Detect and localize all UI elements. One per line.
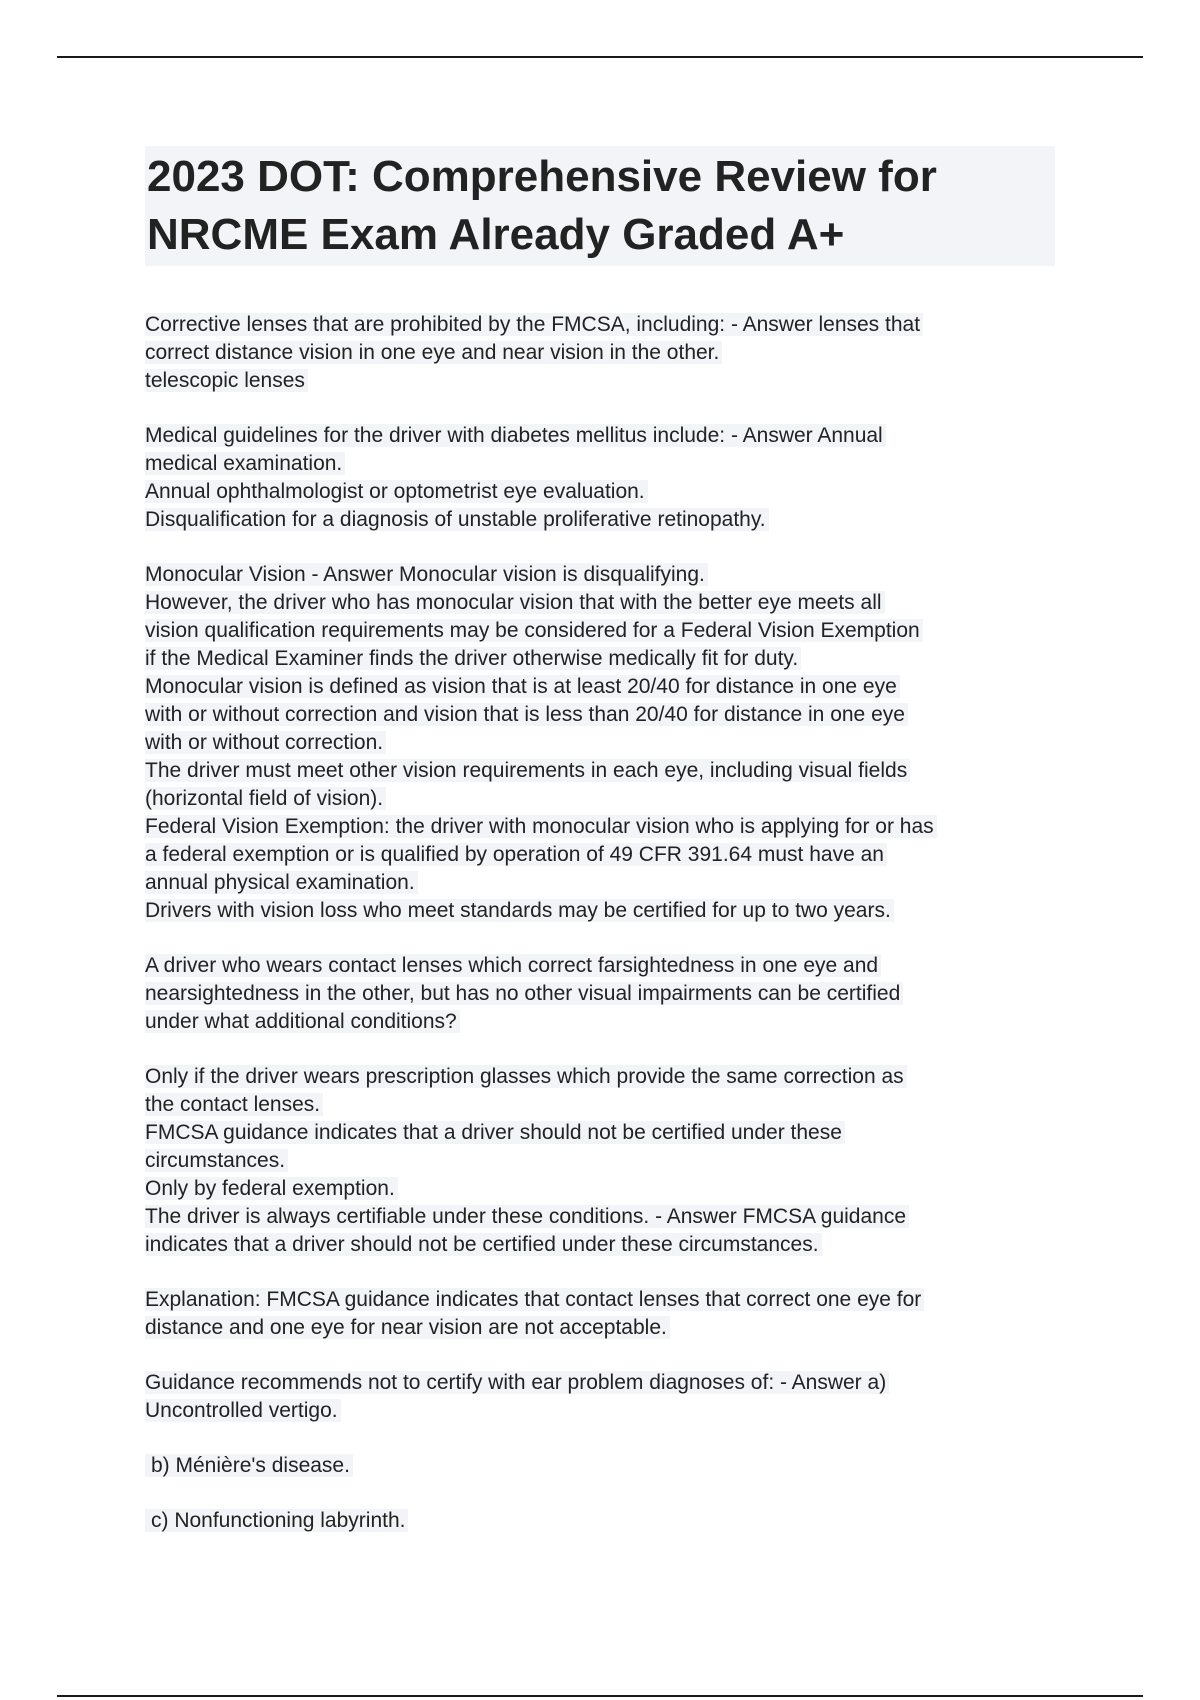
text-line-content: with or without correction. <box>145 731 386 754</box>
text-line <box>145 450 1065 478</box>
text-line <box>145 673 1065 701</box>
qa-paragraph <box>145 1452 1065 1480</box>
text-line-content: Medical guidelines for the driver with diabetes mellitus include: - Answer Annual <box>145 424 886 447</box>
text-line <box>145 1203 1065 1231</box>
text-line <box>145 869 1065 897</box>
text-line <box>145 952 1065 980</box>
text-line-content: telescopic lenses <box>145 369 308 392</box>
text-line-content: circumstances. <box>145 1149 288 1172</box>
qa-paragraph <box>145 1369 1065 1425</box>
text-line-content: Monocular Vision - Answer Monocular vision is disqualifying. <box>145 563 708 586</box>
text-line <box>145 701 1065 729</box>
text-line <box>145 785 1065 813</box>
text-line-content: Monocular vision is defined as vision that is at least 20/40 for distance in one eye <box>145 675 900 698</box>
top-rule <box>57 56 1143 58</box>
text-line-content: Only by federal exemption. <box>145 1177 398 1200</box>
text-line-content: Explanation: FMCSA guidance indicates that contact lenses that correct one eye for <box>145 1288 924 1311</box>
title-line: 2023 DOT: Comprehensive Review for <box>147 152 937 201</box>
text-line <box>145 1507 1065 1535</box>
text-line-content: if the Medical Examiner finds the driver otherwise medically fit for duty. <box>145 647 801 670</box>
text-line <box>145 1119 1065 1147</box>
text-line <box>145 729 1065 757</box>
qa-paragraph <box>145 422 1065 534</box>
text-line-content: Annual ophthalmologist or optometrist eye evaluation. <box>145 480 648 503</box>
text-line <box>145 478 1065 506</box>
text-line <box>145 1091 1065 1119</box>
text-line <box>145 1314 1065 1342</box>
text-line-content: A driver who wears contact lenses which correct farsightedness in one eye and <box>145 954 881 977</box>
text-line <box>145 757 1065 785</box>
text-line-content: Guidance recommends not to certify with ear problem diagnoses of: - Answer a) <box>145 1371 889 1394</box>
text-line <box>145 1231 1065 1259</box>
text-line-content: Federal Vision Exemption: the driver with monocular vision who is applying for or has <box>145 815 937 838</box>
qa-paragraph <box>145 561 1065 925</box>
text-line <box>145 506 1065 534</box>
document-body <box>145 311 1065 1562</box>
text-line <box>145 339 1065 367</box>
text-line <box>145 813 1065 841</box>
text-line-content: Only if the driver wears prescription glasses which provide the same correction as <box>145 1065 907 1088</box>
title-line: NRCME Exam Already Graded A+ <box>147 210 845 259</box>
text-line-content: Disqualification for a diagnosis of unstable proliferative retinopathy. <box>145 508 769 531</box>
text-line <box>145 1063 1065 1091</box>
text-line-content: However, the driver who has monocular vision that with the better eye meets all <box>145 591 885 614</box>
text-line-content: distance and one eye for near vision are not acceptable. <box>145 1316 670 1339</box>
text-line-content: medical examination. <box>145 452 345 475</box>
text-line <box>145 1008 1065 1036</box>
text-line <box>145 422 1065 450</box>
text-line-content: the contact lenses. <box>145 1093 323 1116</box>
text-line <box>145 367 1065 395</box>
text-line-content: Drivers with vision loss who meet standards may be certified for up to two years. <box>145 899 894 922</box>
text-line-content: nearsightedness in the other, but has no other visual impairments can be certified <box>145 982 903 1005</box>
text-line <box>145 645 1065 673</box>
text-line-content: Uncontrolled vertigo. <box>145 1399 341 1422</box>
text-line <box>145 1397 1065 1425</box>
text-line-content: under what additional conditions? <box>145 1010 460 1033</box>
qa-paragraph <box>145 1063 1065 1259</box>
text-line <box>145 589 1065 617</box>
text-line <box>145 1452 1065 1480</box>
text-line <box>145 1286 1065 1314</box>
text-line-content: annual physical examination. <box>145 871 418 894</box>
text-line-content: vision qualification requirements may be considered for a Federal Vision Exemption <box>145 619 923 642</box>
text-line-content: (horizontal field of vision). <box>145 787 386 810</box>
qa-paragraph <box>145 311 1065 395</box>
qa-paragraph <box>145 952 1065 1036</box>
text-line-content: b) Ménière's disease. <box>145 1454 353 1477</box>
text-line <box>145 1147 1065 1175</box>
text-line-content: The driver is always certifiable under these conditions. - Answer FMCSA guidance <box>145 1205 909 1228</box>
text-line-content: Corrective lenses that are prohibited by the FMCSA, including: - Answer lenses that <box>145 313 923 336</box>
bottom-rule <box>57 1695 1143 1697</box>
text-line-content: correct distance vision in one eye and near vision in the other. <box>145 341 722 364</box>
text-line <box>145 311 1065 339</box>
text-line <box>145 1369 1065 1397</box>
document-title <box>147 148 1051 264</box>
text-line-content: c) Nonfunctioning labyrinth. <box>145 1509 408 1532</box>
text-line-content: The driver must meet other vision requirements in each eye, including visual fields <box>145 759 910 782</box>
text-line <box>145 561 1065 589</box>
text-line-content: with or without correction and vision that is less than 20/40 for distance in one eye <box>145 703 908 726</box>
text-line <box>145 897 1065 925</box>
qa-paragraph <box>145 1286 1065 1342</box>
qa-paragraph <box>145 1507 1065 1535</box>
title-block <box>145 146 1055 266</box>
text-line <box>145 1175 1065 1203</box>
text-line-content: a federal exemption or is qualified by operation of 49 CFR 391.64 must have an <box>145 843 887 866</box>
text-line <box>145 617 1065 645</box>
text-line <box>145 841 1065 869</box>
text-line-content: FMCSA guidance indicates that a driver should not be certified under these <box>145 1121 845 1144</box>
text-line-content: indicates that a driver should not be certified under these circumstances. <box>145 1233 822 1256</box>
text-line <box>145 980 1065 1008</box>
